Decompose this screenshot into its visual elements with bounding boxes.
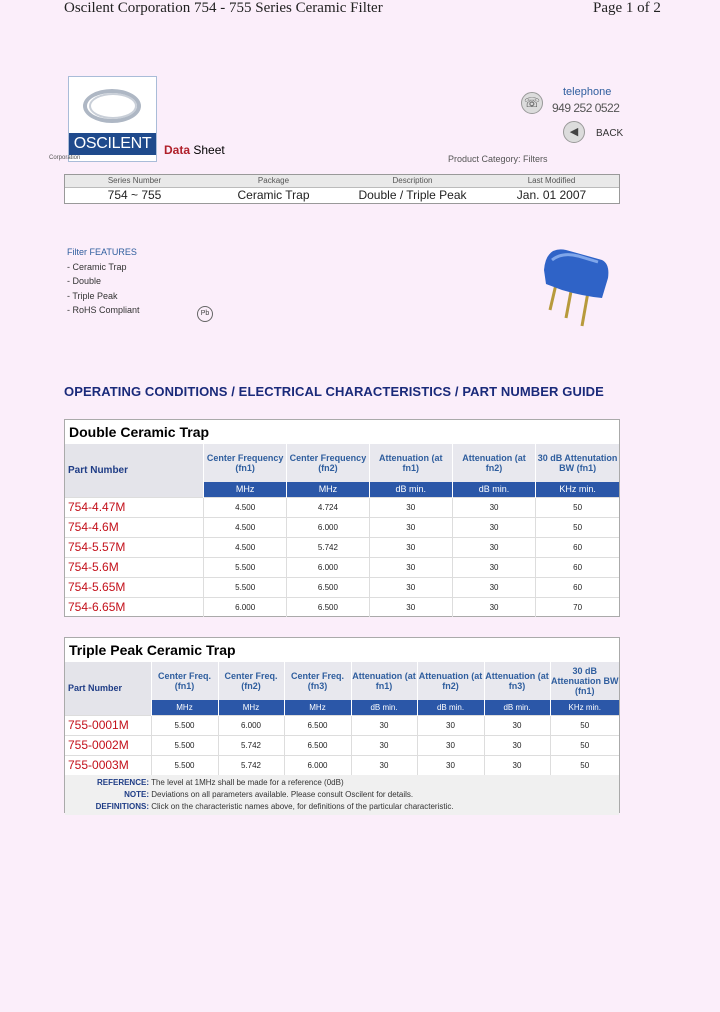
cell: 60 (536, 557, 619, 577)
unit-header: dB min. (417, 700, 484, 715)
table-row (65, 715, 619, 735)
column-header[interactable]: Attenuation (at fn2) (417, 662, 484, 700)
cell: 30 (351, 755, 417, 775)
cell: 30 (452, 537, 535, 557)
cell: 30 (484, 735, 550, 755)
info-header: Description (392, 176, 433, 185)
cell: 60 (536, 577, 619, 597)
cell: 30 (452, 557, 535, 577)
column-header[interactable]: Attenuation (at fn3) (484, 662, 550, 700)
cell: 6.000 (284, 755, 351, 775)
column-header[interactable]: Attenuation (at fn2) (452, 444, 535, 482)
cell: 30 (369, 577, 452, 597)
info-package (204, 175, 343, 203)
cell: 60 (536, 537, 619, 557)
section-title: OPERATING CONDITIONS / ELECTRICAL CHARACTERISTICS / PART NUMBER GUIDE (64, 384, 604, 399)
table-row (65, 755, 619, 775)
column-header[interactable]: Center Frequency (fn1) (204, 444, 287, 482)
unit-header: MHz (151, 700, 218, 715)
unit-header: MHz (284, 700, 351, 715)
info-header: Package (257, 176, 290, 185)
cell: 70 (536, 597, 619, 617)
data-sheet-label (164, 143, 225, 157)
unit-header: dB min. (369, 482, 452, 497)
oscilent-logo[interactable] (68, 76, 157, 162)
unit-header: MHz (287, 482, 369, 497)
cell: 4.724 (287, 497, 369, 517)
cell: 30 (484, 755, 550, 775)
cell: 30 (369, 597, 452, 617)
cell: 4.500 (204, 517, 287, 537)
cell: 30 (369, 557, 452, 577)
info-header: Series Number (107, 176, 162, 185)
cell: 30 (351, 735, 417, 755)
cell: 30 (484, 715, 550, 735)
table-row (65, 577, 619, 597)
part-number: 754-5.57M (68, 540, 126, 554)
table-notes (65, 775, 619, 815)
cell: 4.500 (204, 497, 287, 517)
info-modified (482, 175, 621, 203)
back-link[interactable]: BACK (596, 128, 624, 139)
cell: 30 (369, 497, 452, 517)
cell: 30 (417, 755, 484, 775)
note-text: Deviations on all parameters available. Please consult Oscilent for details. (151, 790, 414, 799)
product-category: Product Category: Filters (448, 154, 548, 164)
series-info-table (64, 174, 620, 204)
logo-text: OSCILENT (69, 133, 156, 155)
table-row (65, 557, 619, 577)
cell: 4.500 (204, 537, 287, 557)
cell: 6.500 (284, 735, 351, 755)
part-number-header: Part Number (65, 662, 151, 715)
note-label: DEFINITIONS: (95, 802, 149, 811)
part-number: 754-5.65M (68, 580, 126, 594)
cell: 5.742 (287, 537, 369, 557)
cell: 30 (452, 497, 535, 517)
part-number-header: Part Number (65, 444, 204, 497)
cell: 5.500 (151, 735, 218, 755)
column-header[interactable]: Center Freq. (fn1) (151, 662, 218, 700)
double-ceramic-trap-table (64, 419, 620, 617)
cell: 6.000 (204, 597, 287, 617)
part-number: 754-6.65M (68, 600, 126, 615)
note-label: REFERENCE: (96, 778, 149, 787)
part-number: 754-4.6M (68, 520, 119, 534)
cell: 30 (417, 715, 484, 735)
column-header[interactable]: Attenuation (at fn1) (351, 662, 417, 700)
info-description (343, 175, 482, 203)
unit-header: dB min. (452, 482, 535, 497)
note-text: Click on the characteristic names above, for definitions of the particular characteristic. (151, 802, 454, 811)
feature-item: - Double (67, 276, 102, 287)
info-header: Last Modified (527, 176, 576, 185)
note-definitions (65, 801, 619, 813)
cell: 5.742 (218, 755, 284, 775)
table-row (65, 497, 619, 517)
cell: 30 (452, 577, 535, 597)
cell: 5.500 (204, 577, 287, 597)
cell: 5.500 (204, 557, 287, 577)
column-header[interactable]: Attenuation (at fn1) (369, 444, 452, 482)
cell: 50 (550, 735, 619, 755)
logo-corporation: Corporation (49, 155, 81, 161)
triple-peak-ceramic-trap-table (64, 637, 620, 813)
column-header[interactable]: 30 dB Attenutation BW (fn1) (536, 444, 619, 482)
unit-header: MHz (204, 482, 287, 497)
telephone-label: telephone (563, 86, 612, 98)
cell: 5.500 (151, 755, 218, 775)
pb-free-icon: Pb (197, 306, 213, 322)
info-value: Jan. 01 2007 (516, 188, 587, 202)
unit-header: dB min. (351, 700, 417, 715)
info-value: Ceramic Trap (237, 188, 310, 202)
column-header[interactable]: 30 dB Attenuation BW (fn1) (550, 662, 619, 700)
page-number: Page 1 of 2 (593, 0, 661, 16)
part-number: 754-4.47M (68, 500, 126, 514)
table-row (65, 537, 619, 557)
back-arrow-icon[interactable]: ◀ (563, 121, 585, 143)
features-title: Filter FEATURES (67, 247, 137, 257)
column-header[interactable]: Center Freq. (fn3) (284, 662, 351, 700)
feature-item: - Triple Peak (67, 290, 118, 301)
info-series (65, 175, 204, 203)
table-row (65, 735, 619, 755)
cell: 30 (452, 517, 535, 537)
telephone-number: 949 252 0522 (552, 101, 620, 115)
unit-header: KHz min. (536, 482, 619, 497)
feature-item: - RoHS Compliant (67, 305, 140, 316)
unit-header: dB min. (484, 700, 550, 715)
cell: 30 (351, 715, 417, 735)
unit-header: KHz min. (550, 700, 619, 715)
cell: 6.000 (287, 557, 369, 577)
table-row (65, 597, 619, 617)
sheet-word: Sheet (193, 143, 225, 157)
cell: 30 (417, 735, 484, 755)
cell: 6.500 (287, 597, 369, 617)
cell: 5.742 (218, 735, 284, 755)
part-number: 755-0002M (68, 738, 129, 752)
info-value: 754 ~ 755 (107, 188, 162, 202)
note-reference (65, 777, 619, 789)
note-text: The level at 1MHz shall be made for a reference (0dB) (151, 778, 344, 787)
table-title: Double Ceramic Trap (69, 424, 210, 440)
feature-item: - Ceramic Trap (67, 261, 127, 272)
cell: 30 (369, 517, 452, 537)
document-title: Oscilent Corporation 754 - 755 Series Ceramic Filter (64, 0, 383, 16)
info-value: Double / Triple Peak (358, 188, 467, 202)
part-number: 755-0001M (68, 718, 129, 732)
cell: 50 (550, 715, 619, 735)
cell: 30 (369, 537, 452, 557)
cell: 6.000 (287, 517, 369, 537)
cell: 6.000 (218, 715, 284, 735)
table-title: Triple Peak Ceramic Trap (69, 642, 236, 658)
part-number: 755-0003M (68, 758, 129, 773)
cell: 30 (452, 597, 535, 617)
note-note (65, 789, 619, 801)
logo-ring-inner (89, 93, 137, 119)
data-word: Data (164, 143, 191, 157)
cell: 50 (536, 497, 619, 517)
ceramic-trap-product-image (522, 240, 614, 330)
note-label: NOTE: (124, 790, 149, 799)
table-row (65, 517, 619, 537)
column-header[interactable]: Center Freq. (fn2) (218, 662, 284, 700)
cell: 6.500 (284, 715, 351, 735)
part-number: 754-5.6M (68, 560, 119, 574)
cell: 50 (550, 755, 619, 775)
phone-icon[interactable]: ☏ (521, 92, 543, 114)
cell: 50 (536, 517, 619, 537)
filter-features (67, 245, 140, 318)
cell: 6.500 (287, 577, 369, 597)
cell: 5.500 (151, 715, 218, 735)
unit-header: MHz (218, 700, 284, 715)
column-header[interactable]: Center Frequency (fn2) (287, 444, 369, 482)
